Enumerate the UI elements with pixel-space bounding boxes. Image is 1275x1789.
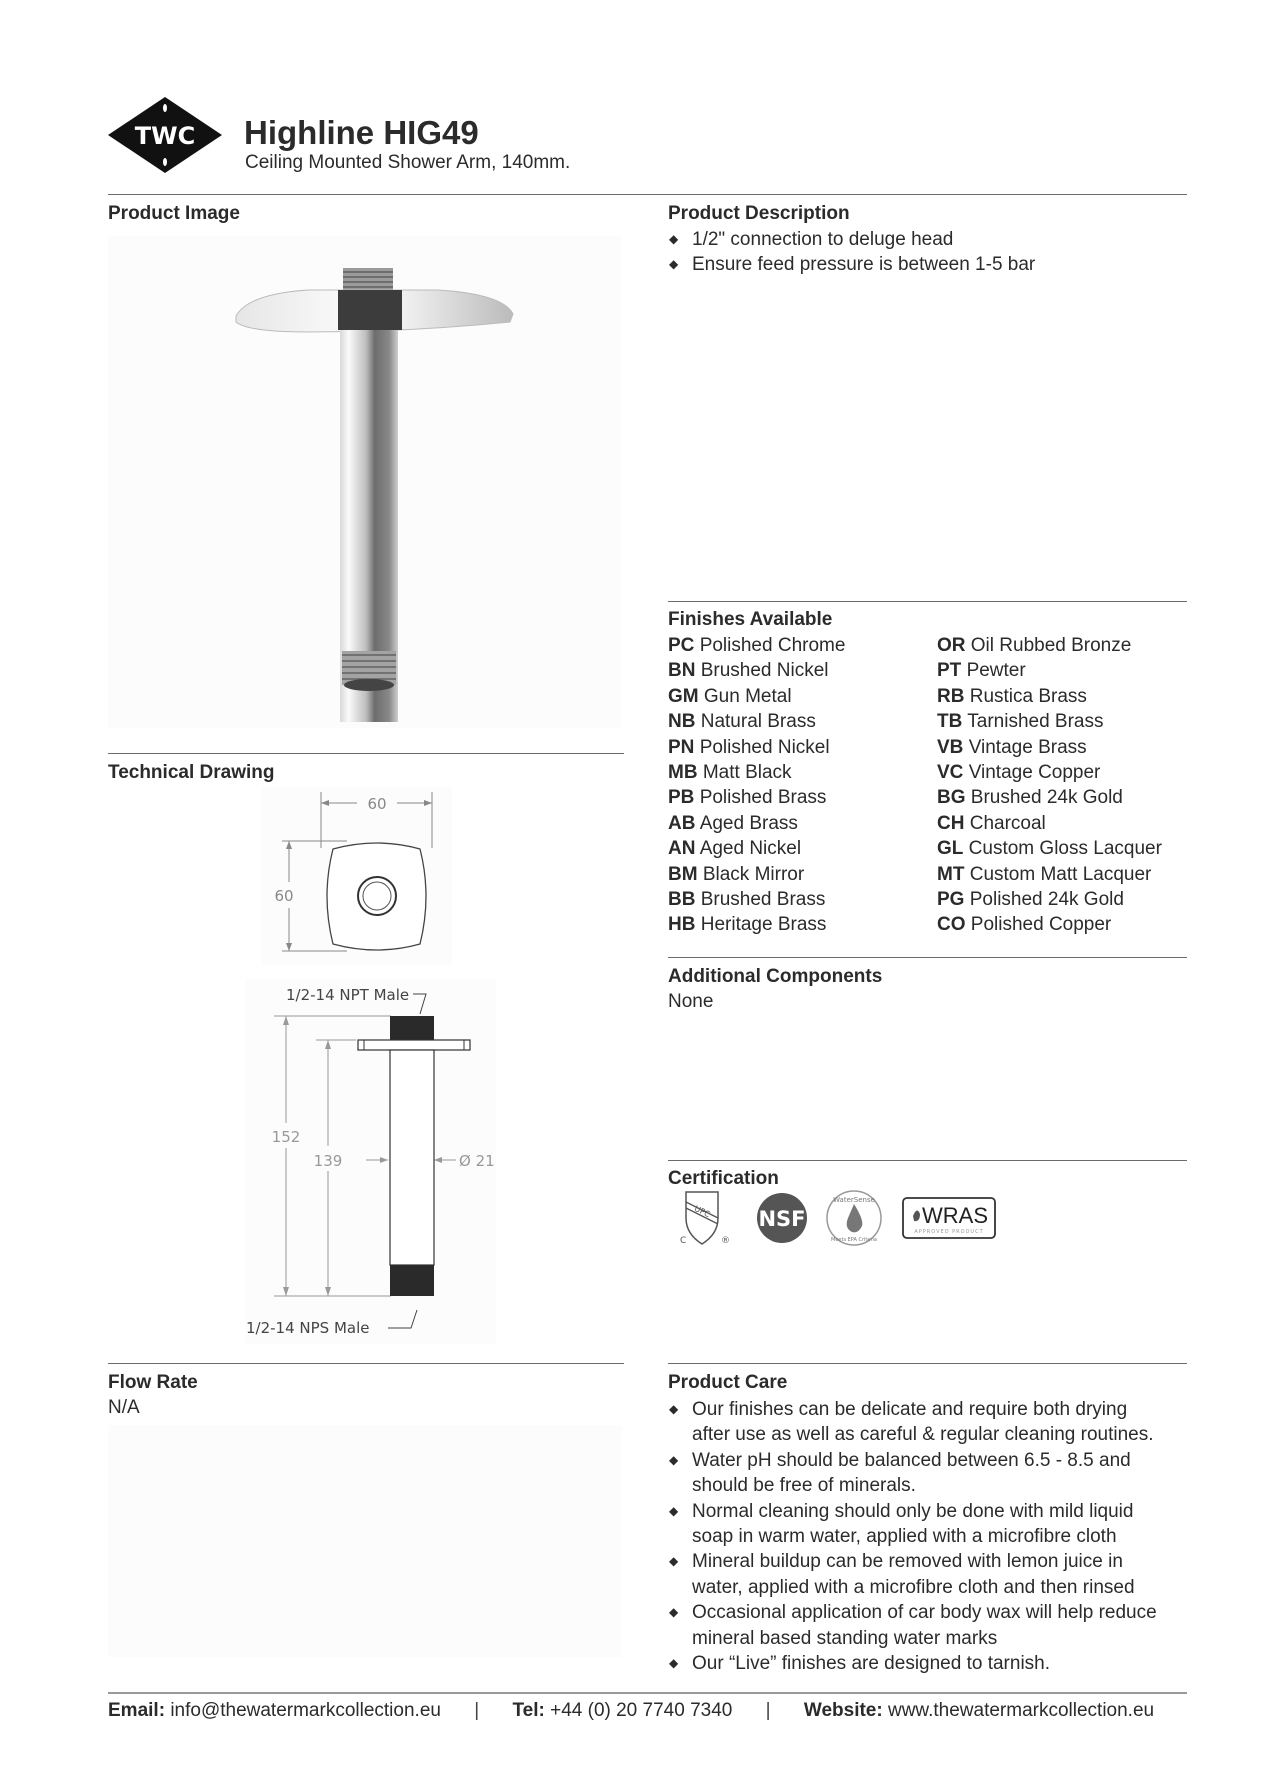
bullet-diamond-icon: ◆ — [669, 1605, 679, 1620]
finish-item: AB Aged Brass — [668, 812, 798, 834]
finish-item: BM Black Mirror — [668, 863, 805, 885]
finish-item: VB Vintage Brass — [937, 736, 1087, 758]
care-item: ◆ Water pH should be balanced between 6.5 - 8.5 and should be free of minerals. — [669, 1449, 1131, 1497]
bottom-thread-label: 1/2-14 NPS Male — [246, 1319, 370, 1337]
bullet-diamond-icon: ◆ — [669, 1554, 679, 1569]
finish-item: GL Custom Gloss Lacquer — [937, 838, 1162, 860]
watersense-logo-icon — [827, 1191, 881, 1245]
finishes-divider — [668, 957, 1187, 958]
finish-item: HB Heritage Brass — [668, 914, 827, 936]
finish-item: CO Polished Copper — [937, 914, 1112, 936]
product-description-list — [668, 227, 1188, 278]
finish-item: RB Rustica Brass — [937, 685, 1087, 707]
technical-drawing-heading: Technical Drawing — [108, 762, 275, 783]
email-link[interactable]: info@thewatermarkcollection.eu — [170, 1700, 441, 1721]
finish-item: BN Brushed Nickel — [668, 660, 829, 682]
top-view-width-label: 60 — [367, 795, 387, 813]
finish-item: MB Matt Black — [668, 762, 792, 784]
finish-item: AN Aged Nickel — [668, 838, 802, 860]
product-image-divider — [108, 753, 624, 754]
flow-rate-heading: Flow Rate — [108, 1372, 198, 1393]
brand-logo — [107, 96, 223, 174]
technical-drawing-side-view — [246, 978, 496, 1344]
wras-logo-icon — [903, 1198, 995, 1238]
care-item: ◆ Normal cleaning should only be done with mild liquid soap in warm water, applied with a microfibre cloth — [669, 1500, 1134, 1548]
product-description-heading: Product Description — [668, 203, 850, 224]
certification-divider — [668, 1363, 1187, 1364]
email-label: Email: — [108, 1700, 166, 1721]
nsf-logo-icon — [757, 1193, 807, 1243]
upc-logo-icon — [680, 1192, 730, 1246]
svg-text:UPC: UPC — [692, 1203, 712, 1220]
footer-separator: | — [474, 1700, 480, 1721]
finish-item: NB Natural Brass — [668, 711, 816, 733]
care-item: ◆ Mineral buildup can be removed with lemon juice in water, applied with a microfibre cloth and then rinsed — [669, 1551, 1135, 1598]
product-subtitle: Ceiling Mounted Shower Arm, 140mm. — [245, 152, 571, 173]
finishes-heading: Finishes Available — [668, 609, 833, 630]
svg-text:WaterSense: WaterSense — [833, 1196, 875, 1204]
twc-diamond-logo-icon — [107, 96, 223, 174]
bullet-diamond-icon: ◆ — [669, 232, 679, 246]
bullet-diamond-icon: ◆ — [669, 1656, 679, 1671]
product-title: Highline HIG49 — [244, 114, 479, 151]
technical-drawing-divider — [108, 1363, 624, 1364]
product-care-list — [668, 1397, 1198, 1676]
finish-item: PC Polished Chrome — [668, 635, 846, 656]
shower-arm-photo-icon — [108, 236, 622, 728]
additional-components-value: None — [668, 991, 714, 1012]
certification-heading: Certification — [668, 1168, 779, 1189]
technical-drawing-top-view — [262, 786, 452, 966]
website-link[interactable]: www.thewatermarkcollection.eu — [887, 1700, 1155, 1721]
svg-text:®: ® — [721, 1236, 730, 1246]
description-divider — [668, 601, 1187, 602]
finish-item: CH Charcoal — [937, 812, 1046, 834]
footer-separator: | — [765, 1700, 771, 1721]
finishes-right-column — [937, 633, 1162, 938]
finish-item: BG Brushed 24k Gold — [937, 787, 1123, 809]
svg-text:APPROVED PRODUCT: APPROVED PRODUCT — [914, 1229, 984, 1235]
arm-length-label: 139 — [313, 1152, 343, 1170]
finish-item: PG Polished 24k Gold — [937, 889, 1124, 911]
finishes-left-column — [668, 633, 845, 938]
care-item: ◆ Occasional application of car body wax will help reduce mineral based standing water marks — [669, 1602, 1157, 1649]
product-image-heading: Product Image — [108, 203, 240, 224]
additional-components-divider — [668, 1160, 1187, 1161]
finish-item: MT Custom Matt Lacquer — [937, 863, 1152, 885]
product-image — [108, 236, 622, 728]
svg-text:NSF: NSF — [758, 1207, 806, 1231]
top-thread-label: 1/2-14 NPT Male — [286, 986, 410, 1004]
overall-length-label: 152 — [271, 1128, 301, 1146]
finish-item: VC Vintage Copper — [937, 762, 1101, 784]
finish-item: PB Polished Brass — [668, 787, 827, 809]
bullet-diamond-icon: ◆ — [669, 257, 679, 272]
website-label: Website: — [803, 1700, 883, 1721]
description-item: ◆ 1/2" connection to deluge head — [668, 227, 1188, 252]
svg-text:WRAS: WRAS — [922, 1203, 988, 1228]
svg-text:C: C — [680, 1236, 687, 1246]
footer-divider — [108, 1692, 1187, 1694]
finish-item: PN Polished Nickel — [668, 736, 830, 758]
finish-item: TB Tarnished Brass — [937, 711, 1104, 733]
bullet-diamond-icon: ◆ — [669, 1402, 679, 1416]
care-item: ◆ Our finishes can be delicate and require both drying after use as well as careful & regular cleaning routines. — [669, 1399, 1154, 1446]
top-view-height-label: 60 — [274, 887, 294, 905]
tel-label: Tel: — [512, 1700, 545, 1721]
svg-text:Meets EPA Criteria: Meets EPA Criteria — [831, 1237, 877, 1243]
finish-item: OR Oil Rubbed Bronze — [937, 635, 1132, 656]
additional-components-heading: Additional Components — [668, 966, 883, 987]
finish-item: BB Brushed Brass — [668, 889, 826, 911]
certification-logos — [676, 1188, 996, 1250]
header-divider — [108, 194, 1187, 195]
description-item: ◆ Ensure feed pressure is between 1-5 bar — [668, 252, 1188, 277]
bullet-diamond-icon: ◆ — [669, 1452, 679, 1467]
bullet-diamond-icon: ◆ — [669, 1503, 679, 1518]
finish-item: GM Gun Metal — [668, 685, 792, 707]
product-care-heading: Product Care — [668, 1372, 788, 1393]
flow-rate-value: N/A — [108, 1397, 140, 1418]
care-item: ◆ Our “Live” finishes are designed to tarnish. — [668, 1651, 1198, 1676]
diameter-label: Ø 21 — [459, 1152, 495, 1170]
footer-contact — [108, 1700, 1154, 1722]
finish-item: PT Pewter — [937, 660, 1026, 682]
logo-text: TWC — [134, 122, 196, 150]
flow-rate-chart-area — [108, 1425, 622, 1657]
tel-link[interactable]: +44 (0) 20 7740 7340 — [550, 1700, 733, 1721]
